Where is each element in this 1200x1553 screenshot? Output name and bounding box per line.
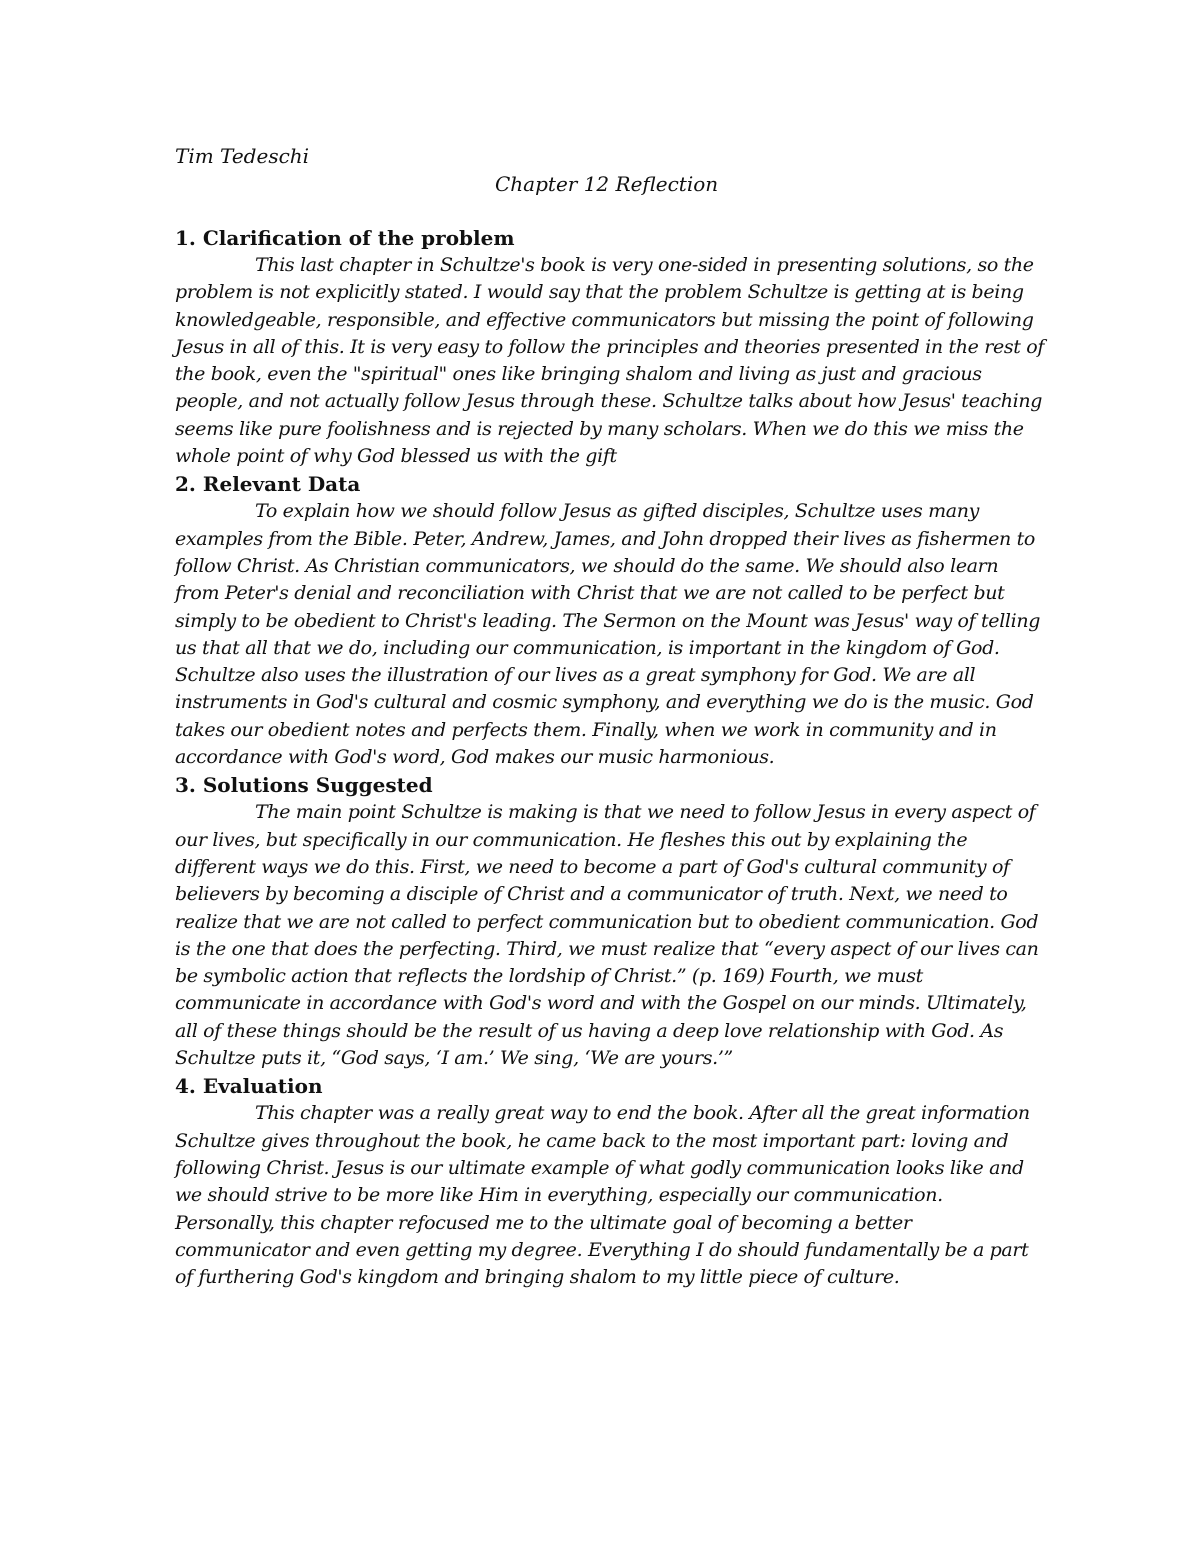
section-heading: 4. Evaluation — [175, 1074, 323, 1099]
section-heading: 2. Relevant Data — [175, 472, 361, 497]
section-heading: 3. Solutions Suggested — [175, 773, 433, 798]
section-body: This last chapter in Schultze's book is very one-sided in presenting solutions, so the problem is not explicitly stated. I would say that the problem Schultze is getting at is being knowledgeable, responsible, and effective communicators but missing the point of following Jesus in all of this. It is very easy to follow the principles and theories presented in the rest of the book, even the "spiritual" ones like bringing shalom and living as just and gracious people, and not actually follow Jesus through these. Schultze talks about how Jesus' teaching seems like pure foolishness and is rejected by many scholars. When we do this we miss the whole point of why God blessed us with the gift — [175, 254, 1045, 468]
section-heading: 1. Clarification of the problem — [175, 226, 515, 250]
section-body: This chapter was a really great way to end the book. After all the great information Schultze gives throughout the book, he came back to the most important part: loving and following Christ. Jesus is our ultimate example of what godly communication looks like and we should strive to be more like Him in everything, especially our communication. Personally, this chapter refocused me to the ultimate goal of becoming a better communicator and even getting my degree. Everything I do should fundamentally be a part of furthering God's kingdom and bringing shalom to my little piece of culture. — [175, 1102, 1030, 1289]
section-body: To explain how we should follow Jesus as gifted disciples, Schultze uses many examples from the Bible. Peter, Andrew, James, and John dropped their lives as fishermen to follow Christ. As Christian communicators, we should do the same. We should also learn from Peter's denial and reconciliation with Christ that we are not called to be perfect but simply to be obedient to Christ's leading. The Sermon on the Mount was Jesus' way of telling us that all that we do, including our communication, is important in the kingdom of God. Schultze also uses the illustration of our lives as a great symphony for God. We are all instruments in God's cultural and cosmic symphony, and everything we do is the music. God takes our obedient notes and perfects them. Finally, when we work in community and in accordance with God's word, God makes our music harmonious. — [175, 500, 1041, 769]
section-clarification — [175, 224, 1045, 470]
section-relevant-data — [175, 470, 1045, 771]
document-page — [175, 142, 1045, 1291]
document-title: Chapter 12 Reflection — [495, 172, 719, 196]
section-body: The main point Schultze is making is that we need to follow Jesus in every aspect of our lives, but specifically in our communication. He fleshes this out by explaining the different ways we do this. First, we need to become a part of God's cultural community of believers by becoming a disciple of Christ and a communicator of truth. Next, we need to realize that we are not called to perfect communication but to obedient communication. God is the one that does the perfecting. Third, we must realize that “every aspect of our lives can be symbolic action that reflects the lordship of Christ.” (p. 169) Fourth, we must communicate in accordance with God's word and with the Gospel on our minds. Ultimately, all of these things should be the result of us having a deep love relationship with God. As Schultze puts it, “God says, ‘I am.’ We sing, ‘We are yours.’” — [175, 801, 1039, 1070]
section-solutions — [175, 771, 1045, 1072]
author-name: Tim Tedeschi — [175, 144, 310, 168]
section-evaluation — [175, 1072, 1045, 1291]
